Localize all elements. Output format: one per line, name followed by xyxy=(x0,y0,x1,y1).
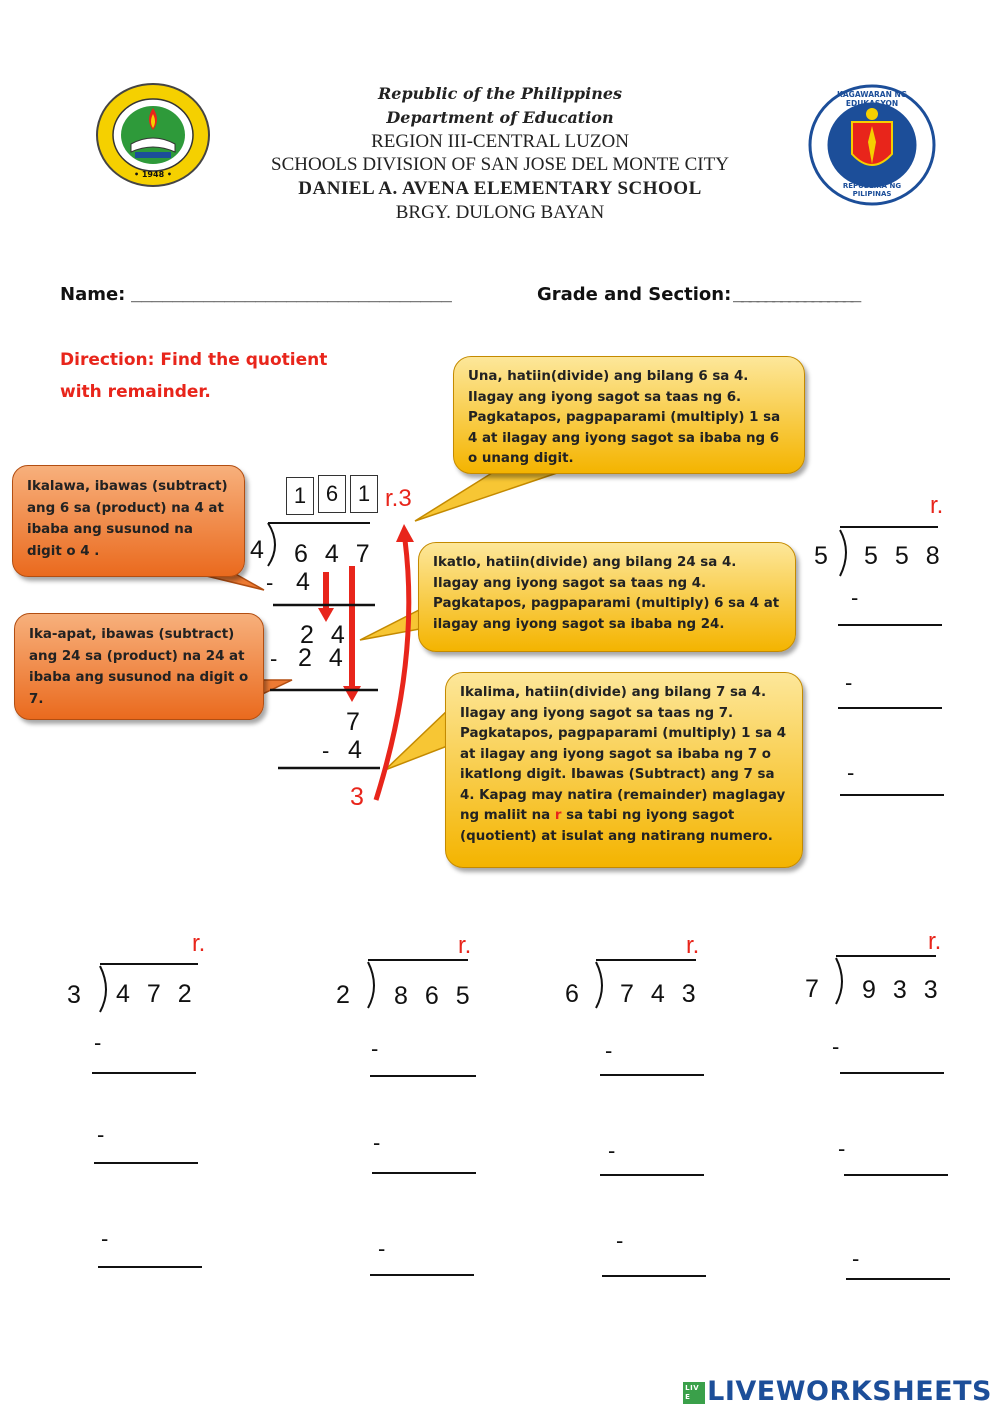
bubble-step3-tail xyxy=(360,607,425,640)
example-division-bracket xyxy=(268,523,275,566)
problem-3-line-2[interactable] xyxy=(94,1162,198,1164)
quotient-digit-3: 1 xyxy=(350,475,378,513)
problem-7-line-3[interactable] xyxy=(846,1278,950,1280)
problem-7-line-2[interactable] xyxy=(844,1174,948,1176)
bubble-step1: Una, hatiin(divide) ang bilang 6 sa 4. Ilagay ang iyong sagot sa taas ng 6. Pagkatapos, pagpaparami (multiply) 1 sa 4 at ilagay ang iyong sagot sa ibaba ng 6 o unang digit. xyxy=(453,356,805,474)
problem-6-minus-2: - xyxy=(608,1138,616,1163)
problem-6-line-3[interactable] xyxy=(602,1275,706,1277)
problem-6-line-1[interactable] xyxy=(600,1074,704,1076)
example-step3-bring: 7 xyxy=(346,708,365,736)
problem-5-line-3[interactable] xyxy=(840,794,944,796)
problem-5-minus-3: - xyxy=(847,760,855,785)
bubble-step3: Ikatlo, hatiin(divide) ang bilang 24 sa 4. Ilagay ang iyong sagot sa taas ng 4. Pagkatapos, pagpaparami (multiply) 6 sa 4 at ilagay ang iyong sagot sa ibaba ng 24. xyxy=(418,542,796,652)
example-minus-1: - xyxy=(266,570,274,595)
header-department: Department of Education xyxy=(386,108,614,127)
problem-2-dividend: 8 6 5 xyxy=(394,982,475,1010)
liveworksheets-badge-icon: LIVE xyxy=(683,1382,705,1404)
example-minus-2: - xyxy=(270,646,278,671)
problem-2-line-3[interactable] xyxy=(370,1274,474,1276)
problem-3-line-3[interactable] xyxy=(98,1266,202,1268)
deped-seal-bottom-text: REPUBLIKA NG PILIPINAS xyxy=(842,182,902,198)
bubble-step4: Ika-apat, ibawas (subtract) ang 24 sa (product) na 24 at ibaba ang susunod na digit o 7. xyxy=(14,613,264,720)
problem-5-line-2[interactable] xyxy=(838,707,942,709)
problem-7-dividend: 9 3 3 xyxy=(862,976,943,1004)
grade-section-field[interactable]: ________________ xyxy=(733,282,859,303)
header-division: SCHOOLS DIVISION OF SAN JOSE DEL MONTE CITY xyxy=(271,154,729,175)
problem-2-minus-1: - xyxy=(371,1036,379,1061)
grade-section-label: Grade and Section: xyxy=(537,284,732,305)
direction-line-1: Direction: Find the quotient xyxy=(60,350,328,370)
problem-6-minus-3: - xyxy=(616,1228,624,1253)
example-step2-sub: 2 4 xyxy=(298,644,348,672)
liveworksheets-wordmark: LIVEWORKSHEETS xyxy=(707,1376,992,1407)
problem-5-line-1[interactable] xyxy=(838,624,942,626)
problem-7-minus-2: - xyxy=(838,1136,846,1161)
problem-2-line-2[interactable] xyxy=(372,1172,476,1174)
problem-3-dividend: 4 7 2 xyxy=(116,980,197,1008)
quotient-digit-1: 1 xyxy=(286,477,314,515)
example-dividend: 6 4 7 xyxy=(294,540,375,568)
problem-6-dividend: 7 4 3 xyxy=(620,980,701,1008)
problem-7-divisor: 7 xyxy=(805,975,824,1003)
problem-3-line-1[interactable] xyxy=(92,1072,196,1074)
bubble-step5 xyxy=(445,672,803,868)
header-region: REGION III-CENTRAL LUZON xyxy=(371,131,629,152)
problem-2-minus-2: - xyxy=(373,1130,381,1155)
problem-3-minus-2: - xyxy=(97,1122,105,1147)
problem-3-minus-3: - xyxy=(101,1226,109,1251)
example-minus-3: - xyxy=(322,738,330,763)
problem-7-r: r. xyxy=(928,928,942,955)
problem-3-minus-1: - xyxy=(94,1030,102,1055)
header-school-name: DANIEL A. AVENA ELEMENTARY SCHOOL xyxy=(298,178,702,199)
problem-6-r: r. xyxy=(686,932,700,959)
example-divisor: 4 xyxy=(250,536,269,564)
problem-5-r: r. xyxy=(930,492,944,519)
header-republic: Republic of the Philippines xyxy=(377,84,623,103)
bubble-step5-text-b: sa tabi ng iyong sagot (quotient) at isulat ang natirang numero. xyxy=(460,808,773,844)
name-label: Name: xyxy=(60,284,126,305)
deped-seal-top-text: KAGAWARAN NG EDUKASYON xyxy=(837,90,907,108)
example-step1-sub: 4 xyxy=(296,568,315,596)
name-field[interactable]: _______________________________ xyxy=(131,282,452,303)
problem-6-divisor: 6 xyxy=(565,980,584,1008)
example-remainder-label: r.3 xyxy=(385,485,412,512)
problem-5-minus-1: - xyxy=(851,585,859,610)
problem-6-line-2[interactable] xyxy=(600,1174,704,1176)
problem-5-dividend: 5 5 8 xyxy=(864,542,945,570)
example-step2-bring: 2 4 xyxy=(300,621,350,649)
problem-2-minus-3: - xyxy=(378,1236,386,1261)
school-logo-year: • 1948 • xyxy=(133,170,173,179)
quotient-digit-2: 6 xyxy=(318,475,346,513)
problem-7-minus-1: - xyxy=(832,1034,840,1059)
problem-7-line-1[interactable] xyxy=(840,1072,944,1074)
example-remainder: 3 xyxy=(350,783,369,811)
header-barangay: BRGY. DULONG BAYAN xyxy=(395,202,605,223)
problem-6-minus-1: - xyxy=(605,1038,613,1063)
problem-3-r: r. xyxy=(192,930,206,957)
bubble-step5-r: r xyxy=(554,808,562,823)
example-step3-sub: 4 xyxy=(348,736,367,764)
bubble-step1-tail xyxy=(415,468,560,521)
problem-2-r: r. xyxy=(458,932,472,959)
liveworksheets-logo[interactable] xyxy=(683,1376,992,1407)
problem-3-divisor: 3 xyxy=(67,981,86,1009)
direction-line-2: with remainder. xyxy=(60,382,211,402)
problem-2-line-1[interactable] xyxy=(370,1075,476,1077)
problem-2-divisor: 2 xyxy=(336,981,355,1009)
problem-5-divisor: 5 xyxy=(814,542,833,570)
problem-7-minus-3: - xyxy=(852,1246,860,1271)
problem-5-minus-2: - xyxy=(845,670,853,695)
bubble-step2: Ikalawa, ibawas (subtract) ang 6 sa (product) na 4 at ibaba ang susunod na digit o 4 . xyxy=(12,465,245,577)
bubble-step5-text-a: Ikalima, hatiin(divide) ang bilang 7 sa 4. Ilagay ang iyong sagot sa taas ng 7. Pagkatapos, pagpaparami (multiply) 1 sa 4 at ilagay ang iyong sagot sa ibaba ng 7 o ikatlong digit. Ibawas (Subtract) ang 7 sa 4. Kapag may natira (remainder) maglagay ng maliit na xyxy=(460,685,787,823)
